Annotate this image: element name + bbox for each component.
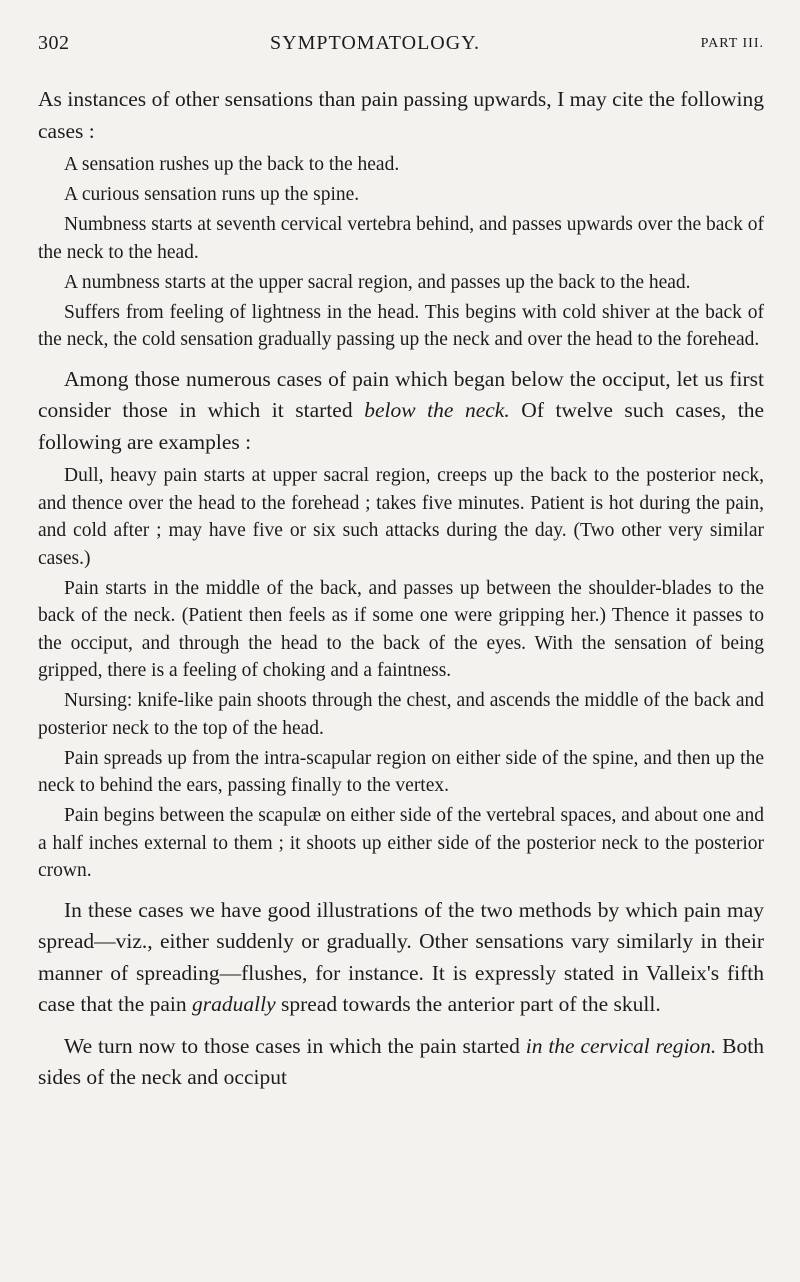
paragraph-cervical <box>38 1031 764 1094</box>
case-item: Numbness starts at seventh cervical vertebra behind, and passes upwards over the back of the neck to the head. <box>38 214 764 263</box>
paragraph-text: In these cases we have good illustrations of the two methods by which pain may spread—viz., either suddenly or gradually. Other sensations vary similarly in their manner of spreading—flushes, for instance. It is expressly stated in Valleix's fifth case that the pain <box>38 897 764 1016</box>
example-item: Dull, heavy pain starts at upper sacral region, creeps up the back to the posterior neck, and thence over the head to the forehead ; takes five minutes. Patient is hot during the pain, and cold after ; may have five or six such attacks during the day. (Two other very similar cases.) <box>38 465 764 569</box>
paragraph-text: Among those numerous cases of pain which began below the occiput, let us first consider those in which it started <box>38 366 764 422</box>
book-page <box>38 30 764 1094</box>
italic-phrase: gradually <box>192 992 276 1016</box>
paragraph-text: Of twelve such cases, the following are examples : <box>38 398 764 454</box>
case-item: A numbness starts at the upper sacral region, and passes up the back to the head. <box>64 271 691 293</box>
case-item: A curious sensation runs up the spine. <box>64 184 360 205</box>
paragraph-intro: As instances of other sensations than pain passing upwards, I may cite the following cases : <box>38 87 764 143</box>
example-item: Pain starts in the middle of the back, and passes up between the shoulder-blades to the back of the neck. (Patient then feels as if some one were gripping her.) Thence it passes to the occiput, and through the head to the back of the eyes. With the sensation of being gripped, there is a feeling of choking and a faintness. <box>38 577 764 681</box>
running-title: SYMPTOMATOLOGY. <box>270 32 481 54</box>
italic-phrase: below the neck. <box>364 398 510 422</box>
example-item: Pain begins between the scapulæ on either side of the vertebral spaces, and about one and a half inches external to them ; it shoots up either side of the posterior neck to the posterior crown. <box>38 805 764 881</box>
paragraph-text: Both sides of the neck and occiput <box>38 1033 764 1089</box>
paragraph-below-occiput <box>38 364 764 459</box>
case-item: A sensation rushes up the back to the head. <box>64 154 400 175</box>
page-number: 302 <box>38 32 70 54</box>
italic-phrase: in the cervical region. <box>525 1033 717 1058</box>
paragraph-text: spread towards the anterior part of the skull. <box>275 992 661 1016</box>
example-item: Pain spreads up from the intra-scapular region on either side of the spine, and then up the neck to behind the ears, passing finally to the vertex. <box>38 747 764 796</box>
example-item: Nursing: knife-like pain shoots through the chest, and ascends the middle of the back and posterior neck to the top of the head. <box>38 690 764 739</box>
paragraph-methods <box>38 895 764 1021</box>
running-header <box>38 30 764 66</box>
part-label: PART III. <box>700 36 764 51</box>
paragraph-text: We turn now to those cases in which the pain started <box>64 1033 526 1058</box>
case-item: Suffers from feeling of lightness in the head. This begins with cold shiver at the back of the neck, the cold sensation gradually passing up the neck and over the head to the forehead. <box>38 301 764 350</box>
